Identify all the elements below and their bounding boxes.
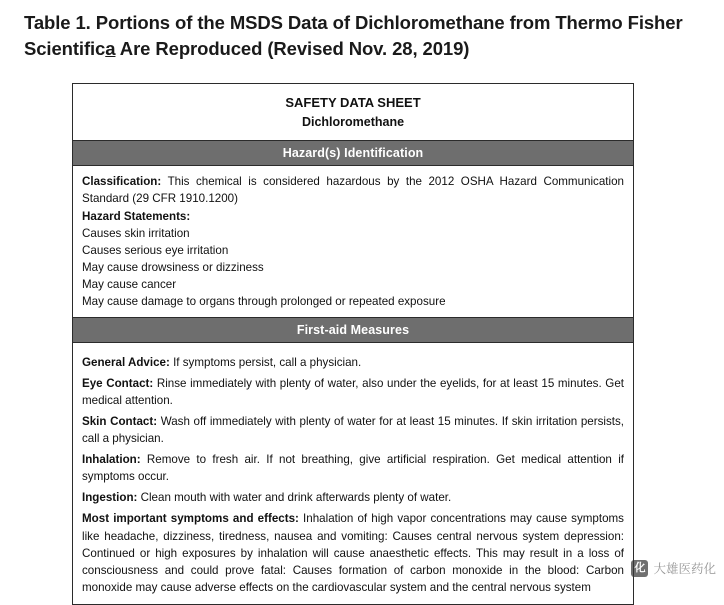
first-aid-entry-text: Remove to fresh air. If not breathing, give artificial respiration. Get medical attention if symptoms occur. — [82, 453, 624, 484]
first-aid-entry — [82, 451, 624, 485]
first-aid-entry — [82, 413, 624, 447]
first-aid-entry-text: Rinse immediately with plenty of water, also under the eyelids, for at least 15 minutes. Get medical attention. — [82, 377, 624, 408]
first-aid-entry — [82, 510, 624, 595]
hazard-statements-label — [82, 208, 624, 225]
hazard-statement-item: May cause drowsiness or dizziness — [82, 261, 264, 275]
watermark — [631, 559, 716, 577]
section-header-hazard-identification: Hazard(s) Identification — [73, 140, 633, 166]
classification-text: This chemical is considered hazardous by the 2012 OSHA Hazard Communication Standard (29 CFR 1910.1200) — [82, 174, 624, 205]
section-body-first-aid-measures — [73, 343, 633, 603]
hazard-statement-item: Causes serious eye irritation — [82, 244, 229, 258]
first-aid-entry-text: Clean mouth with water and drink afterwards plenty of water. — [137, 491, 452, 505]
watermark-logo-icon: 化 — [631, 560, 648, 577]
first-aid-entry-label: Most important symptoms and effects: — [82, 512, 299, 526]
sds-title-line1: SAFETY DATA SHEET — [285, 95, 421, 110]
first-aid-entry-label: Ingestion: — [82, 491, 138, 505]
hazard-statement-item: May cause cancer — [82, 278, 177, 292]
sds-title-line2: Dichloromethane — [301, 114, 405, 129]
caption-text-after: Are Reproduced (Revised Nov. 28, 2019) — [115, 38, 470, 60]
caption-text-before: Table 1. Portions of the MSDS Data of Dichloromethane from Thermo Fisher Scientific — [24, 12, 683, 60]
first-aid-entry-label: Eye Contact: — [82, 377, 154, 391]
first-aid-entry-label: Skin Contact: — [82, 415, 158, 429]
first-aid-entry-text: Inhalation of high vapor concentrations may cause symptoms like headache, dizziness, tiredness, nausea and vomiting: Causes central nervous system depression: Continued or high exposures by inhalation will cause anaesthetic effects. This may result in a loss of consciousness and could prove fatal: Causes formation of carbon monoxide in the blood: Carbon monoxide may cause adverse effects on the cardiovascular system and the central nervous system — [82, 512, 624, 594]
first-aid-entry — [82, 354, 624, 371]
sds-table — [72, 83, 634, 605]
first-aid-entry-label: Inhalation: — [82, 453, 141, 467]
sds-title — [73, 84, 633, 140]
table-caption — [24, 10, 700, 63]
first-aid-entry-text: Wash off immediately with plenty of water for at least 15 minutes. If skin irritation persists, call a physician. — [82, 415, 624, 446]
hazard-statement-item: Causes skin irritation — [82, 227, 190, 241]
first-aid-entry — [82, 375, 624, 409]
hazard-statements-list — [82, 225, 624, 310]
first-aid-entry-text: If symptoms persist, call a physician. — [169, 356, 362, 370]
first-aid-entry — [82, 489, 624, 506]
hazard-statement-item: May cause damage to organs through prolonged or repeated exposure — [82, 295, 446, 309]
section-header-first-aid-measures: First-aid Measures — [73, 317, 633, 343]
watermark-text: 大雄医药化 — [653, 561, 716, 576]
first-aid-entry-label: General Advice: — [82, 356, 170, 370]
caption-footnote-marker: a — [105, 38, 116, 60]
classification-paragraph — [82, 173, 624, 207]
section-body-hazard-identification — [73, 166, 633, 317]
classification-label: Classification: — [82, 174, 162, 188]
hazard-statements-label-text: Hazard Statements: — [82, 210, 191, 224]
